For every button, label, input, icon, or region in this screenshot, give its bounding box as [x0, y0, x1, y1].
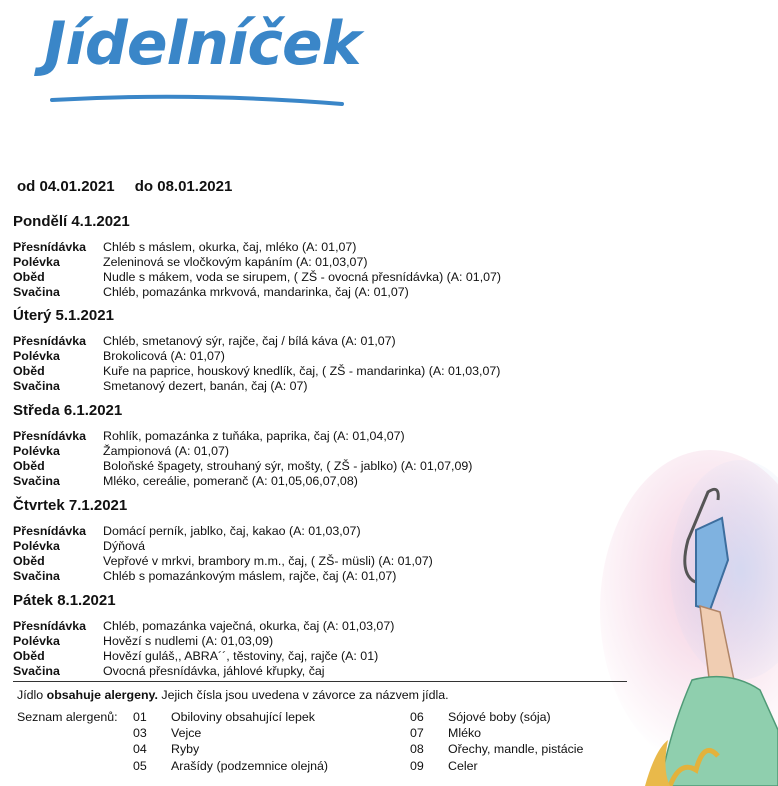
meal-label: Polévka — [13, 539, 60, 553]
meal-text: Žampionová (A: 01,07) — [103, 444, 230, 458]
meal-row — [13, 459, 472, 474]
meal-row — [13, 444, 472, 459]
meal-row — [13, 364, 500, 379]
allergen-name: Obiloviny obsahující lepek — [171, 710, 315, 724]
meal-row — [13, 334, 500, 349]
meal-text: Hovězí s nudlemi (A: 01,03,09) — [103, 634, 274, 648]
meal-label: Polévka — [13, 444, 60, 458]
date-from: od 04.01.2021 — [17, 178, 115, 195]
allergen-number: 05 — [133, 759, 147, 773]
meal-label: Oběd — [13, 364, 45, 378]
day-title: Pátek 8.1.2021 — [13, 592, 116, 609]
day-section — [13, 401, 472, 489]
logo-swoosh — [44, 4, 349, 114]
allergen-name: Arašídy (podzemnice olejná) — [171, 759, 329, 773]
meal-text: Chléb, pomazánka mrkvová, mandarinka, čaj (A: 01,07) — [103, 285, 409, 299]
meal-row — [13, 524, 433, 539]
meal-label: Přesnídávka — [13, 240, 87, 254]
meal-label: Svačina — [13, 569, 60, 583]
note-post: Jejich čísla jsou uvedena v závorce za názvem jídla. — [157, 688, 449, 702]
allergen-name: Vejce — [171, 726, 202, 740]
meal-label: Přesnídávka — [13, 429, 87, 443]
meal-text: Mléko, cereálie, pomeranč (A: 01,05,06,07,08) — [103, 474, 358, 488]
allergen-item — [133, 759, 328, 774]
meal-row — [13, 379, 500, 394]
meal-row — [13, 255, 501, 270]
meal-text: Chléb s pomazánkovým máslem, rajče, čaj (A: 01,07) — [103, 569, 397, 583]
allergen-item — [133, 710, 315, 725]
note-pre: Jídlo — [17, 688, 47, 702]
allergen-list-heading: Seznam alergenů: — [17, 710, 118, 724]
allergen-number: 04 — [133, 742, 147, 756]
allergen-item — [410, 742, 583, 757]
meal-text: Chléb, pomazánka vaječná, okurka, čaj (A: 01,03,07) — [103, 619, 395, 633]
meal-label: Přesnídávka — [13, 524, 87, 538]
logo-text: Jídelníček — [44, 9, 361, 79]
allergen-number: 06 — [410, 710, 424, 724]
meal-label: Přesnídávka — [13, 334, 87, 348]
date-to: do 08.01.2021 — [134, 178, 233, 195]
day-section — [13, 496, 433, 584]
meal-row — [13, 649, 394, 664]
meal-row — [13, 634, 394, 649]
meal-row — [13, 474, 472, 489]
meal-row — [13, 429, 472, 444]
meal-label: Svačina — [13, 285, 60, 299]
allergen-name: Sójové boby (sója) — [448, 710, 551, 724]
meal-text: Chléb s máslem, okurka, čaj, mléko (A: 01,07) — [103, 240, 357, 254]
meal-row — [13, 569, 433, 584]
meal-text: Chléb, smetanový sýr, rajče, čaj / bílá káva (A: 01,07) — [103, 334, 396, 348]
meal-text: Dýňová — [103, 539, 146, 553]
meal-text: Hovězí guláš,, ABRA´´, těstoviny, čaj, rajče (A: 01) — [103, 649, 379, 663]
allergen-number: 03 — [133, 726, 147, 740]
meal-text: Rohlík, pomazánka z tuňáka, paprika, čaj (A: 01,04,07) — [103, 429, 405, 443]
meal-row — [13, 554, 433, 569]
allergen-name: Celer — [448, 759, 478, 773]
meal-label: Svačina — [13, 474, 60, 488]
meal-text: Boloňské špagety, strouhaný sýr, mošty, ( ZŠ - jablko) (A: 01,07,09) — [103, 459, 473, 473]
meal-text: Nudle s mákem, voda se sirupem, ( ZŠ - ovocná přesnídávka) (A: 01,07) — [103, 270, 502, 284]
meal-row — [13, 619, 394, 634]
allergen-name: Ryby — [171, 742, 200, 756]
allergen-note — [17, 688, 449, 702]
meal-text: Brokolicová (A: 01,07) — [103, 349, 225, 363]
day-title: Úterý 5.1.2021 — [13, 307, 114, 324]
meal-label: Oběd — [13, 554, 45, 568]
day-section — [13, 306, 500, 394]
meal-label: Oběd — [13, 270, 45, 284]
divider-line — [13, 681, 627, 682]
meal-row — [13, 285, 501, 300]
meal-text: Zeleninová se vločkovým kapáním (A: 01,03,07) — [103, 255, 368, 269]
day-section — [13, 591, 394, 679]
meal-label: Oběd — [13, 459, 45, 473]
meal-text: Smetanový dezert, banán, čaj (A: 07) — [103, 379, 308, 393]
allergen-number: 07 — [410, 726, 424, 740]
meal-text: Domácí perník, jablko, čaj, kakao (A: 01,03,07) — [103, 524, 361, 538]
logo — [44, 4, 361, 114]
meal-label: Svačina — [13, 379, 60, 393]
allergen-item — [133, 742, 199, 757]
allergen-name: Ořechy, mandle, pistácie — [448, 742, 584, 756]
allergen-number: 08 — [410, 742, 424, 756]
allergen-number: 09 — [410, 759, 424, 773]
skater-illustration — [600, 380, 778, 786]
day-title: Pondělí 4.1.2021 — [13, 213, 130, 230]
allergen-name: Mléko — [448, 726, 482, 740]
allergen-item — [133, 726, 201, 741]
meal-text: Vepřové v mrkvi, brambory m.m., čaj, ( ZŠ- müsli) (A: 01,07) — [103, 554, 433, 568]
meal-row — [13, 539, 433, 554]
allergen-item — [410, 759, 478, 774]
meal-row — [13, 349, 500, 364]
meal-label: Oběd — [13, 649, 45, 663]
allergen-item — [410, 710, 551, 725]
day-title: Středa 6.1.2021 — [13, 402, 123, 419]
meal-row — [13, 270, 501, 285]
allergen-number: 01 — [133, 710, 147, 724]
meal-row — [13, 240, 501, 255]
day-title: Čtvrtek 7.1.2021 — [13, 497, 128, 514]
allergen-item — [410, 726, 481, 741]
day-section — [13, 212, 501, 300]
meal-label: Svačina — [13, 664, 60, 678]
meal-text: Kuře na paprice, houskový knedlík, čaj, ( ZŠ - mandarinka) (A: 01,03,07) — [103, 364, 501, 378]
meal-text: Ovocná přesnídávka, jáhlové křupky, čaj — [103, 664, 325, 678]
meal-label: Polévka — [13, 634, 60, 648]
meal-label: Polévka — [13, 255, 60, 269]
meal-label: Přesnídávka — [13, 619, 87, 633]
meal-label: Polévka — [13, 349, 60, 363]
note-bold: obsahuje alergeny. — [46, 688, 158, 702]
meal-row — [13, 664, 394, 679]
date-range — [17, 178, 248, 195]
